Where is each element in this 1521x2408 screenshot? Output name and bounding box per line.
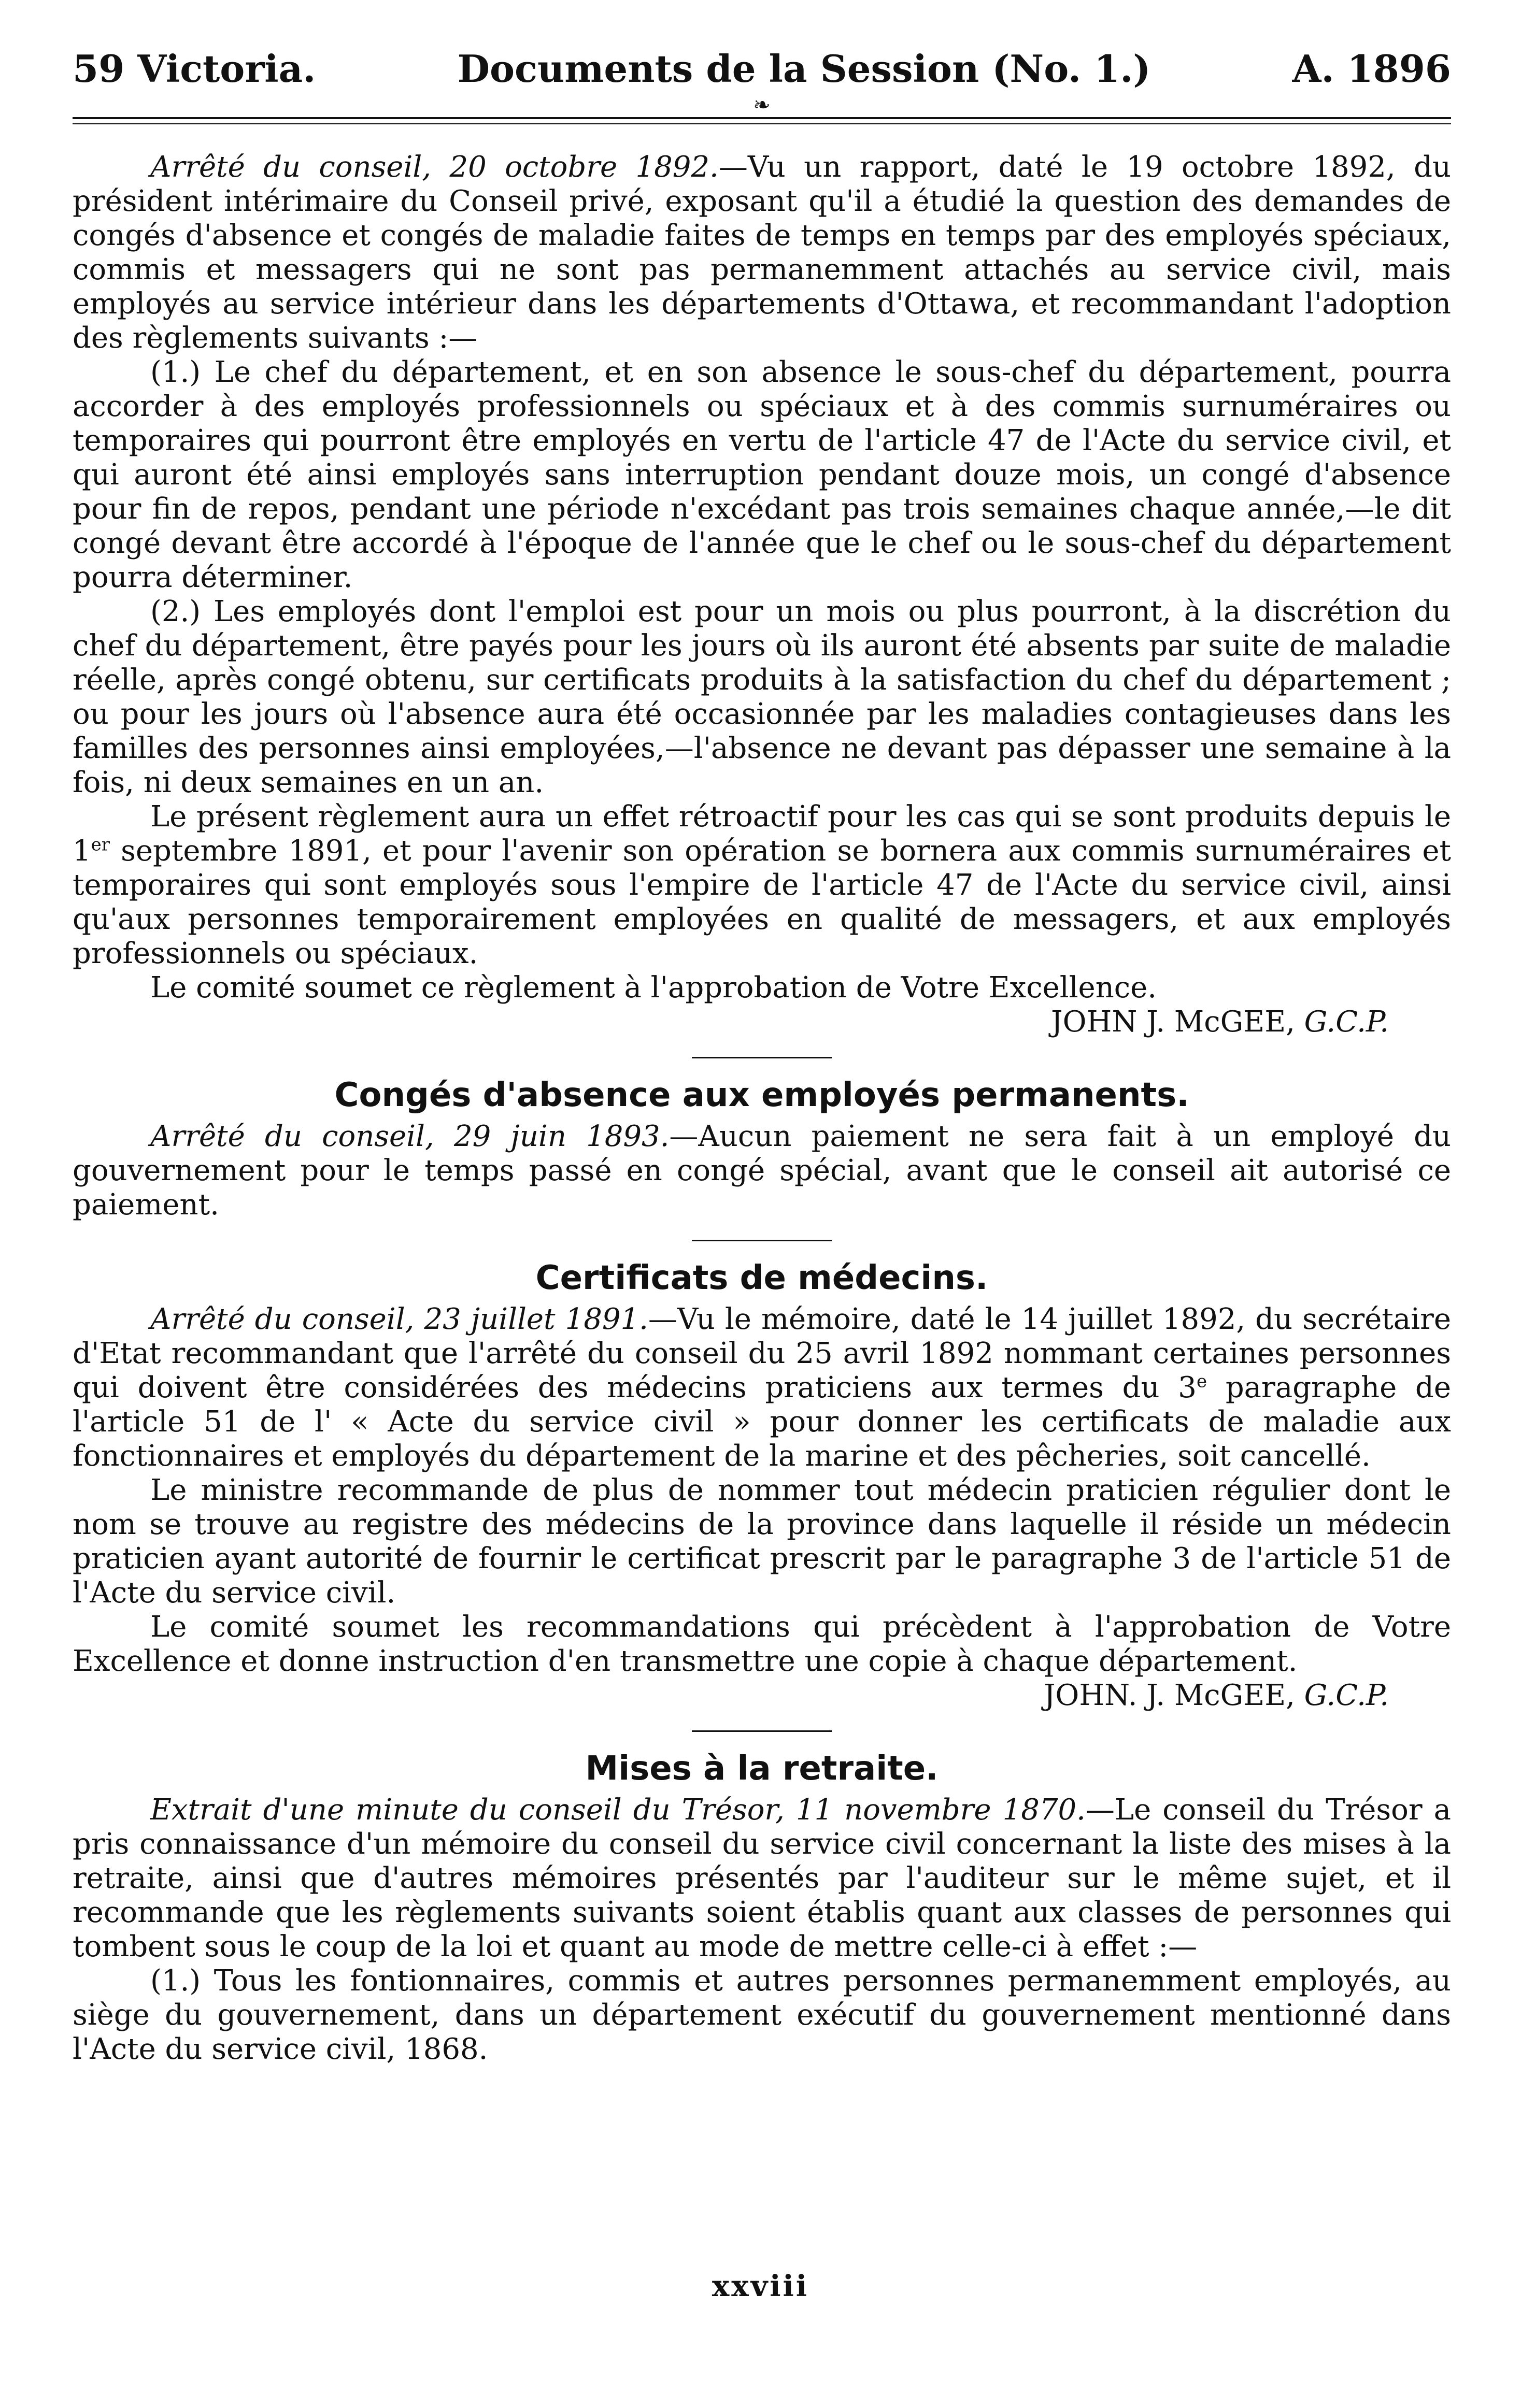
paragraph-text: —Le conseil du Trésor a pris connaissance d'un mémoire du conseil du service civil concernant la liste des mises à la retraite, ainsi que d'autres mémoires présentés par l'auditeur sur le même sujet, et il recommande que les règlements suivants soient établis quant aux classes de personnes qui tombent sous le coup de la loi et quant au mode de mettre celle-ci à effet :—	[73, 1793, 1452, 1963]
header-double-rule	[73, 117, 1451, 124]
header-year: A. 1896	[1292, 47, 1451, 91]
signature	[73, 1679, 1451, 1713]
paragraph: Le comité soumet les recommandations qui précèdent à l'approbation de Votre Excellence et donne instruction d'en transmettre une copie à chaque département.	[73, 1610, 1451, 1678]
running-header	[73, 47, 1451, 98]
paragraph-text: —Vu un rapport, daté le 19 octobre 1892, du président intérimaire du Conseil privé, exposant qu'il a étudié la question des demandes de congés d'absence et congés de maladie faites de temps en temps par des employés spéciaux, commis et messagers qui ne sont pas permanemment attachés au service civil, mais employés au service intérieur dans les départements d'Ottawa, et recommandant l'adoption des règlements suivants :—	[73, 150, 1451, 355]
section-divider	[692, 1240, 832, 1241]
signature	[73, 1005, 1451, 1039]
signature-name: JOHN. J. McGEE,	[1043, 1679, 1304, 1712]
order-citation: Arrêté du conseil, 29 juin 1893.	[150, 1120, 670, 1153]
header-title: Documents de la Session (No. 1.)	[457, 47, 1151, 91]
paragraph	[73, 1302, 1451, 1473]
paragraph-text: septembre 1891, et pour l'avenir son opération se bornera aux commis surnuméraires et temporaires qui sont employés sous l'empire de l'article 47 de l'Acte du service civil, ainsi qu'aux personnes temporairement employées en qualité de messagers, et aux employés professionnels ou spéciaux.	[73, 834, 1451, 970]
page-number: xxviii	[712, 2269, 809, 2303]
paragraph	[73, 800, 1451, 971]
paragraph: Le comité soumet ce règlement à l'approbation de Votre Excellence.	[150, 971, 1157, 1005]
section-divider	[692, 1057, 832, 1058]
order-citation: Extrait d'une minute du conseil du Trésor, 11 novembre 1870.	[150, 1793, 1086, 1827]
signature-title: G.C.P.	[1304, 1679, 1389, 1712]
signature-title: G.C.P.	[1304, 1005, 1389, 1039]
order-citation: Arrêté du conseil, 20 octobre 1892.	[150, 150, 719, 184]
section-divider	[692, 1730, 832, 1732]
paragraph	[73, 150, 1451, 355]
paragraph: (2.) Les employés dont l'emploi est pour un mois ou plus pourront, à la discrétion du chef du département, être payés pour les jours où ils auront été absents par suite de maladie réelle, après congé obtenu, sur certificats produits à la satisfaction du chef du département ; ou pour les jours où l'absence aura été occasionnée par les maladies contagieuses dans les familles des personnes ainsi employées,—l'absence ne devant pas dépasser une semaine à la fois, ni deux semaines en un an.	[73, 595, 1451, 799]
paragraph	[73, 1793, 1451, 1964]
paragraph: Le ministre recommande de plus de nommer tout médecin praticien régulier dont le nom se trouve au registre des médecins de la province dans laquelle il réside un médecin praticien ayant autorité de fournir le certificat prescrit par le paragraphe 3 de l'article 51 de l'Acte du service civil.	[73, 1473, 1451, 1610]
order-citation: Arrêté du conseil, 23 juillet 1891.	[150, 1302, 648, 1336]
paragraph	[73, 1120, 1451, 1222]
paragraph: (1.) Tous les fontionnaires, commis et autres personnes permanemment employés, au siège du gouvernement, dans un département exécutif du gouvernement mentionné dans l'Acte du service civil, 1868.	[73, 1964, 1451, 2066]
paragraph-text: Le présent règlement aura un effet rétroactif pour les cas qui se sont produits depuis le 1	[73, 800, 1451, 868]
paragraph-text: —Aucun paiement ne sera fait à un employé du gouvernement pour le temps passé en congé spécial, avant que le conseil ait autorisé ce paiement.	[73, 1120, 1451, 1222]
section-heading: Certificats de médecins.	[535, 1259, 988, 1297]
document-page	[73, 47, 1451, 2067]
section-heading: Congés d'absence aux employés permanents.	[334, 1076, 1189, 1114]
paragraph: (1.) Le chef du département, et en son absence le sous-chef du département, pourra accorder à des employés professionnels ou spéciaux et à des commis surnuméraires ou temporaires qui pourront être employés en vertu de l'article 47 de l'Acte du service civil, et qui auront été ainsi employés sans interruption pendant douze mois, un congé d'absence pour fin de repos, pendant une période n'excédant pas trois semaines chaque année,—le dit congé devant être accordé à l'époque de l'année que le chef ou le sous-chef du département pourra déterminer.	[73, 355, 1451, 594]
signature-name: JOHN J. McGEE,	[1051, 1005, 1304, 1039]
section-heading: Mises à la retraite.	[585, 1750, 939, 1788]
paragraph-text: —Vu le mémoire, daté le 14 juillet 1892, du secrétaire d'Etat recommandant que l'arrêté du conseil du 25 avril 1892 nommant certaines personnes qui doivent être considérées des médecins praticiens aux termes du 3	[73, 1302, 1451, 1404]
superscript: er	[91, 834, 110, 855]
superscript: e	[1196, 1371, 1207, 1392]
paragraph-text: paragraphe de l'article 51 de l' « Acte du service civil » pour donner les certificats de maladie aux fonctionnaires et employés du département de la marine et des pêcheries, soit cancellé.	[73, 1371, 1452, 1473]
header-ornament-icon: ❧	[753, 93, 771, 117]
header-regnal-year: 59 Victoria.	[73, 47, 316, 91]
